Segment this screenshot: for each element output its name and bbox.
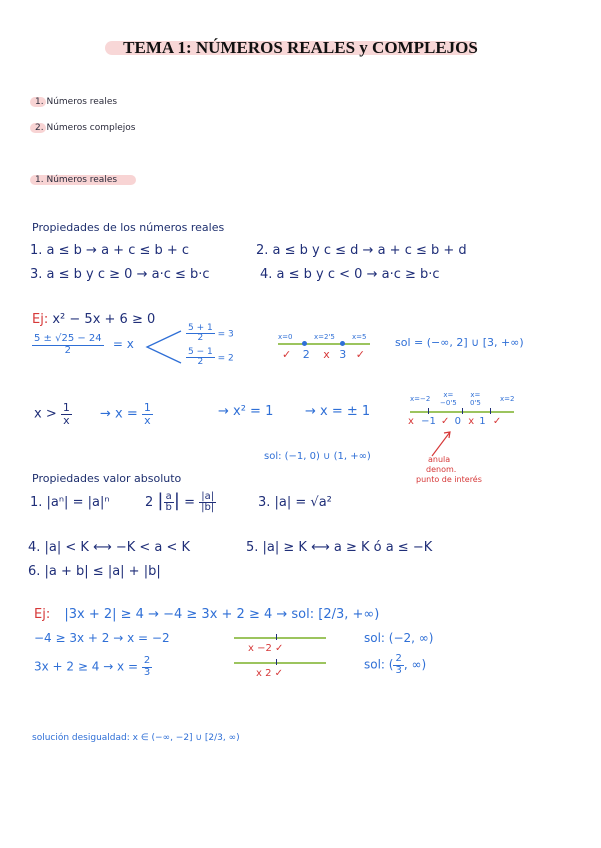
fraction-numerator: 1	[143, 401, 151, 414]
abs-prop-2-rhs	[199, 492, 216, 514]
equals-x: = x	[112, 337, 134, 351]
root-1-den: 2	[197, 333, 204, 344]
page-title: TEMA 1: NÚMEROS REALES y COMPLEJOS	[123, 38, 478, 57]
fraction-numerator: 1	[62, 401, 70, 414]
ej1-solution: sol = (−∞, 2] ∪ [3, +∞)	[395, 336, 524, 349]
prop-1: 1. a ≤ b → a + c ≤ b + c	[30, 243, 190, 258]
ej2-fraction	[61, 402, 72, 426]
abs-prop-2-fraction	[164, 492, 174, 514]
abs-bar: |	[157, 490, 164, 511]
index-num: 2.	[35, 123, 44, 133]
mark-3: 3	[339, 348, 347, 361]
props-reales-heading: Propiedades de los números reales	[32, 221, 225, 234]
arrow-icon	[428, 428, 456, 458]
ej2-note-2: denom.	[426, 465, 457, 474]
root-1	[186, 324, 234, 344]
abs-prop-1: 1. |aⁿ| = |a|ⁿ	[30, 495, 110, 510]
ej2-note-3: punto de interés	[416, 475, 482, 484]
index-num: 1.	[35, 97, 44, 107]
root-2-den: 2	[197, 357, 204, 368]
quadratic-fraction	[32, 334, 104, 356]
line2-label: x= 0'5	[470, 391, 481, 407]
line1-marks	[282, 348, 365, 361]
ej2-solution: sol: (−1, 0) ∪ (1, +∞)	[264, 451, 371, 462]
solution-fraction	[393, 654, 403, 676]
section-heading	[35, 175, 117, 185]
number-line	[278, 343, 370, 345]
abs-prop-6: 6. |a + b| ≤ |a| + |b|	[28, 564, 161, 579]
ej2-step1	[100, 402, 153, 426]
ej3-label: Ej:	[34, 607, 51, 622]
cross-icon: x	[468, 416, 475, 427]
abs-bar: |	[173, 490, 180, 511]
root-1-value: = 3	[217, 329, 234, 340]
ej1-statement	[32, 312, 155, 327]
index-label: Números complejos	[46, 123, 136, 133]
props-abs-heading: Propiedades valor absoluto	[32, 472, 182, 485]
ej2-statement	[34, 402, 72, 426]
ej3-line3-solution	[364, 654, 426, 676]
fraction-denominator: b	[165, 502, 172, 513]
ej3-line2-solution: sol: (−2, ∞)	[364, 631, 434, 645]
index-label: Números reales	[46, 97, 118, 107]
line-tick	[428, 408, 429, 414]
solution-suffix: , ∞)	[403, 657, 427, 672]
fraction-denominator: x	[63, 413, 70, 427]
line1-label: x=2'5	[314, 333, 335, 341]
line2-label: x= −0'5	[440, 391, 457, 407]
index-item-1	[35, 97, 117, 107]
final-solution: solución desigualdad: x ∈ (−∞, −2] ∪ [2/3, ∞)	[32, 733, 240, 743]
equals-sign: =	[184, 495, 195, 510]
line-tick	[276, 634, 277, 640]
section-num: 1.	[35, 175, 44, 185]
mark-neg1: −1	[421, 416, 436, 427]
solution-prefix: sol: (	[364, 657, 394, 672]
line2-label: x=2	[500, 395, 515, 403]
root-2	[186, 348, 234, 368]
line-tick	[276, 659, 277, 665]
fraction-numerator: |a|	[199, 492, 216, 504]
mark-2: 2	[302, 348, 310, 361]
bracket-icon	[143, 327, 183, 367]
root-point	[340, 341, 345, 346]
ej3-fraction	[142, 656, 152, 678]
ej2-lhs: x >	[34, 406, 57, 422]
section-label: Números reales	[46, 175, 118, 185]
check-icon: ✓	[492, 416, 502, 427]
line1-label: x=0	[278, 333, 293, 341]
fraction-denominator: 2	[64, 344, 72, 356]
check-icon: ✓	[441, 416, 450, 427]
number-line	[234, 637, 326, 639]
ej2-step3: → x = ± 1	[305, 404, 371, 419]
fraction-numerator: a	[164, 492, 174, 504]
prop-3: 3. a ≤ b y c ≥ 0 → a·c ≤ b·c	[30, 267, 210, 282]
root-2-num: 5 − 1	[188, 347, 213, 357]
ej3-line-3	[34, 656, 152, 678]
check-icon: ✓	[355, 348, 365, 361]
fraction-denominator: 3	[395, 664, 402, 676]
abs-prop-4: 4. |a| < K ⟷ −K < a < K	[28, 540, 191, 555]
root-point	[302, 341, 307, 346]
ej3-line3-text: 3x + 2 ≥ 4 → x =	[34, 659, 139, 674]
root-1-num: 5 + 1	[188, 323, 213, 333]
root-2-value: = 2	[217, 353, 234, 364]
cross-icon: x	[408, 416, 414, 427]
line2-label: x=−2	[410, 395, 431, 403]
fraction-numerator: 2	[143, 655, 151, 666]
root-2-fraction	[186, 348, 215, 368]
ej3-line-1	[34, 607, 379, 622]
ej3-line3-marks: x 2 ✓	[256, 668, 284, 679]
ej3-line2-marks: x −2 ✓	[248, 643, 284, 654]
fraction-denominator: 3	[143, 666, 151, 678]
fraction-numerator: 2	[395, 653, 402, 664]
ej1-label: Ej:	[32, 312, 49, 327]
line2-marks	[408, 416, 501, 427]
number-line	[234, 662, 326, 664]
fraction-numerator: 5 ± √25 − 24	[34, 333, 102, 344]
fraction-denominator: |b|	[201, 502, 215, 513]
root-1-fraction	[186, 324, 215, 344]
ej2-step2: → x² = 1	[218, 404, 274, 419]
ej3-line-2: −4 ≥ 3x + 2 → x = −2	[34, 631, 170, 645]
ej2-fraction	[142, 402, 153, 426]
abs-prop-5: 5. |a| ≥ K ⟷ a ≥ K ó a ≤ −K	[246, 540, 433, 555]
prop-2: 2. a ≤ b y c ≤ d → a + c ≤ b + d	[256, 243, 467, 258]
mark-0: 0	[454, 416, 461, 427]
line1-label: x=5	[352, 333, 367, 341]
abs-prop-3: 3. |a| = √a²	[258, 495, 332, 510]
abs-prop-2	[145, 490, 216, 514]
line-tick	[462, 408, 463, 414]
ej2-arrow1: → x =	[100, 406, 138, 422]
fraction-denominator: x	[144, 413, 151, 427]
ej1-formula	[32, 334, 134, 356]
check-icon: ✓	[282, 348, 292, 361]
cross-icon: x	[323, 348, 330, 361]
ej2-note-1: anula	[428, 455, 451, 464]
prop-4: 4. a ≤ b y c < 0 → a·c ≥ b·c	[260, 267, 440, 282]
mark-1: 1	[479, 416, 486, 427]
ej1-inequality: x² − 5x + 6 ≥ 0	[52, 312, 156, 327]
line-tick	[490, 408, 491, 414]
index-item-2	[35, 123, 135, 133]
ej3-main: |3x + 2| ≥ 4 → −4 ≥ 3x + 2 ≥ 4 → sol: [2/3, +∞)	[64, 607, 380, 622]
abs-prop-2-num: 2	[145, 495, 154, 510]
